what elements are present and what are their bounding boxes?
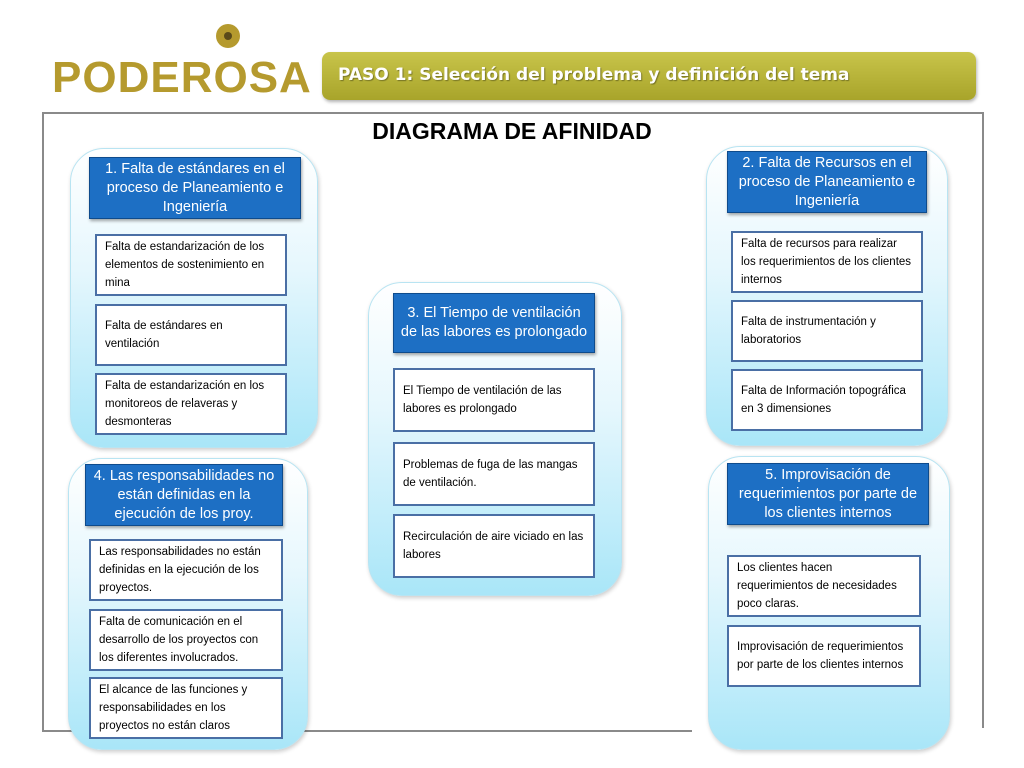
group-3: [368, 282, 622, 596]
diagram-title: DIAGRAMA DE AFINIDAD: [372, 118, 652, 144]
frame-line-left: [42, 112, 44, 732]
group-2-item-1: Falta de recursos para realizar los requerimientos de los clientes internos: [731, 231, 923, 293]
group-5: [708, 456, 950, 750]
group-4-header: 4. Las responsabilidades no están definidas en la ejecución de los proy.: [85, 464, 283, 526]
group-3-item-3: Recirculación de aire viciado en las labores: [393, 514, 595, 578]
group-1-item-2: Falta de estándares en ventilación: [95, 304, 287, 366]
group-2-item-2: Falta de instrumentación y laboratorios: [731, 300, 923, 362]
step-banner-text: PASO 1: Selección del problema y definición del tema: [338, 65, 850, 85]
frame-line-right: [982, 112, 984, 728]
step-banner: [322, 52, 976, 100]
frame-line-top: [42, 112, 984, 114]
group-3-item-2: Problemas de fuga de las mangas de ventilación.: [393, 442, 595, 506]
group-4-item-2: Falta de comunicación en el desarrollo de los proyectos con los diferentes involucrados.: [89, 609, 283, 671]
group-3-header: 3. El Tiempo de ventilación de las labores es prolongado: [393, 293, 595, 353]
group-2-header: 2. Falta de Recursos en el proceso de Planeamiento e Ingeniería: [727, 151, 927, 213]
group-3-item-1: El Tiempo de ventilación de las labores es prolongado: [393, 368, 595, 432]
group-2-item-3: Falta de Información topográfica en 3 dimensiones: [731, 369, 923, 431]
group-1-item-1: Falta de estandarización de los elementos de sostenimiento en mina: [95, 234, 287, 296]
logo-text: PODEROSA: [52, 53, 312, 102]
group-5-item-1: Los clientes hacen requerimientos de necesidades poco claras.: [727, 555, 921, 617]
logo-emblem-icon: [216, 24, 240, 48]
group-4-item-1: Las responsabilidades no están definidas en la ejecución de los proyectos.: [89, 539, 283, 601]
group-4: [68, 458, 308, 750]
group-1-item-3: Falta de estandarización en los monitoreos de relaveras y desmonteras: [95, 373, 287, 435]
group-5-header: 5. Improvisación de requerimientos por parte de los clientes internos: [727, 463, 929, 525]
group-2: [706, 146, 948, 446]
group-1-header: 1. Falta de estándares en el proceso de Planeamiento e Ingeniería: [89, 157, 301, 219]
group-1: [70, 148, 318, 448]
poderosa-logo: [48, 18, 318, 102]
group-4-item-3: El alcance de las funciones y responsabilidades en los proyectos no están claros: [89, 677, 283, 739]
group-5-item-2: Improvisación de requerimientos por parte de los clientes internos: [727, 625, 921, 687]
